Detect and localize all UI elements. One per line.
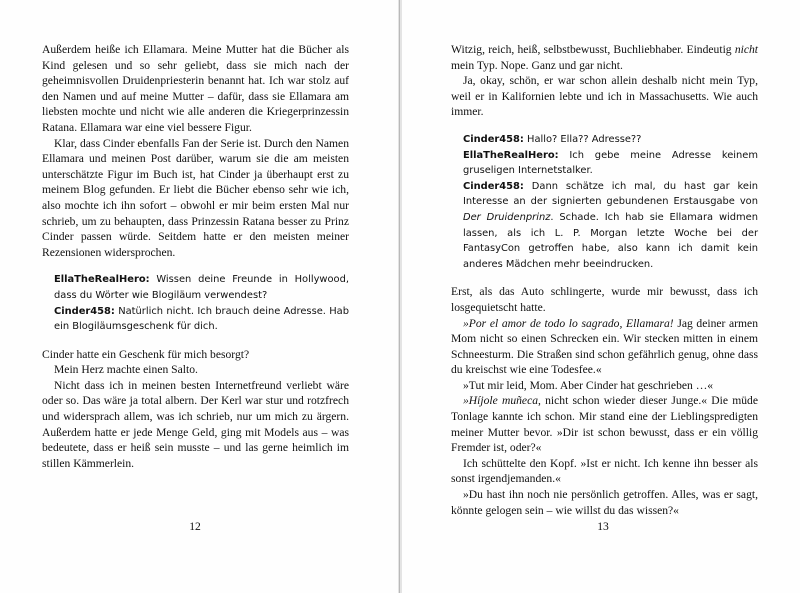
chat-message (451, 148, 758, 179)
paragraph: Witzig, reich, heiß, selbstbewusst, Buchliebhaber. Eindeutig nicht mein Typ. Nope. Ganz und gar nicht. (451, 43, 758, 72)
emphasis: nicht (734, 43, 758, 56)
left-page (0, 0, 398, 593)
page-number: 13 (597, 520, 609, 533)
chat-speaker: EllaTheRealHero: (463, 149, 559, 161)
paragraph: Klar, dass Cinder ebenfalls Fan der Serie ist. Durch den Namen Ellamara und meinen Post darüber, warum sie die am meisten unterschätzte Figur im Buch ist, hat Cinder ja überhaupt erst zu meinem Blog gefunden. Er liebt die Bücher ebenso sehr wie ich, also mochte ich ihn sofort – obwohl er mir beim ersten Mal nur schrieb, um zu behaupten, dass Prinzessin Ratana besser zu Prinz Cinder passen würde. Seitdem hatte er den meisten meiner Rezensionen widersprochen. (42, 136, 349, 259)
paragraph: Mein Herz machte einen Salto. (54, 363, 198, 377)
paragraph: Erst, als das Auto schlingerte, wurde mir bewusst, dass ich losgequietscht hatte. (451, 285, 758, 314)
paragraph: Ja, okay, schön, er war schon allein deshalb nicht mein Typ, weil er in Kalifornien lebte und ich in Massachusetts. Wie auch immer. (451, 74, 758, 119)
paragraph: Cinder hatte ein Geschenk für mich besorgt? (42, 347, 250, 361)
paragraph: Ich schüttelte den Kopf. »Ist er nicht. Ich kenne ihn besser als sonst irgendjemanden.« (451, 456, 758, 486)
paragraph: Nicht dass ich in meinen besten Internetfreund verliebt wäre oder so. Das wäre ja total albern. Der Kerl war stur und rotzfrech und widersprach allem, was ich schrieb, nur um mich zu ärgern. Außerdem hatte er jede Menge Geld, ging mit Models aus – was bedeutete, dass er heiß sein musste – und las gerne heimlich im stillen Kämmerlein. (42, 378, 349, 470)
left-page-text (42, 42, 349, 471)
chat-text: Wissen deine Freunde in Hollywood, dass du Wörter wie Blogiläum verwendest? (54, 274, 349, 301)
emphasis: »Por el amor de todo lo sagrado, Ellamara! (463, 316, 674, 330)
chat-speaker: Cinder458: (463, 180, 524, 192)
chat-text: Ich gebe meine Adresse keinem gruseligen Internetstalker. (463, 149, 758, 177)
paragraph: »Tut mir leid, Mom. Aber Cinder hat geschrieben …« (463, 378, 714, 392)
chat-message (451, 132, 758, 148)
chat-speaker: Cinder458: (463, 133, 524, 145)
chat-text: Hallo? Ella?? Adresse?? (523, 133, 642, 145)
chat-text: Dann schätze ich mal, du hast gar kein Interesse an der signierten gebundenen Erstausgabe von (463, 180, 758, 208)
chat-speaker: EllaTheRealHero: (54, 274, 150, 286)
right-page-text (451, 42, 758, 518)
paragraph: »Du hast ihn noch nie persönlich getroffen. Alles, was er sagt, könnte gelogen sein – wie willst du das wissen?« (451, 488, 758, 517)
chat-message (42, 304, 349, 335)
chat-text: Natürlich nicht. Ich brauch deine Adresse. Hab ein Blogiläumsgeschenk für dich. (54, 305, 349, 333)
paragraph: Außerdem heiße ich Ellamara. Meine Mutter hat die Bücher als Kind gelesen und so sehr geliebt, dass sie mich nach der geheimnisvollen Druidenpriesterin benannt hat. Ich war stolz auf den Namen und auf meine Mutter – dafür, dass sie Ellamara am liebsten mochte und nicht wie alle anderen die Kriegerprinzessin Ratana. Ellamara war eine viel bessere Figur. (42, 43, 349, 134)
chat-message (451, 179, 758, 273)
book-title: Der Druidenprinz (463, 211, 551, 223)
paragraph: »Híjole muñeca, nicht schon wieder dieser Junge.« Die müde Tonlage kannte ich schon. Mir stand eine der Lieblingspredigten meiner Mutter bevor. »Dir ist schon bewusst, dass er ein völlig Fremder ist, oder?« (451, 394, 758, 455)
right-page (402, 0, 800, 593)
page-number: 12 (189, 520, 201, 533)
emphasis: »Híjole muñeca (463, 394, 539, 408)
chat-message (42, 272, 349, 303)
chat-speaker: Cinder458: (54, 305, 115, 317)
paragraph: »Por el amor de todo lo sagrado, Ellamara! Jag deiner armen Mom nicht so einen Schrecken ein. Wir stecken mitten in einem Schneesturm. Die Straßen sind schon gefährlich genug, ohne dass du kreischst wie eine Todesfee.« (451, 316, 758, 377)
chat-text: . Schade. Ich hab sie Ellamara widmen lassen, als ich L. P. Morgan letzte Woche bei der FantasyCon getroffen habe, also kann ich damit kein anderes Mädchen mehr beeindrucken. (463, 211, 758, 270)
